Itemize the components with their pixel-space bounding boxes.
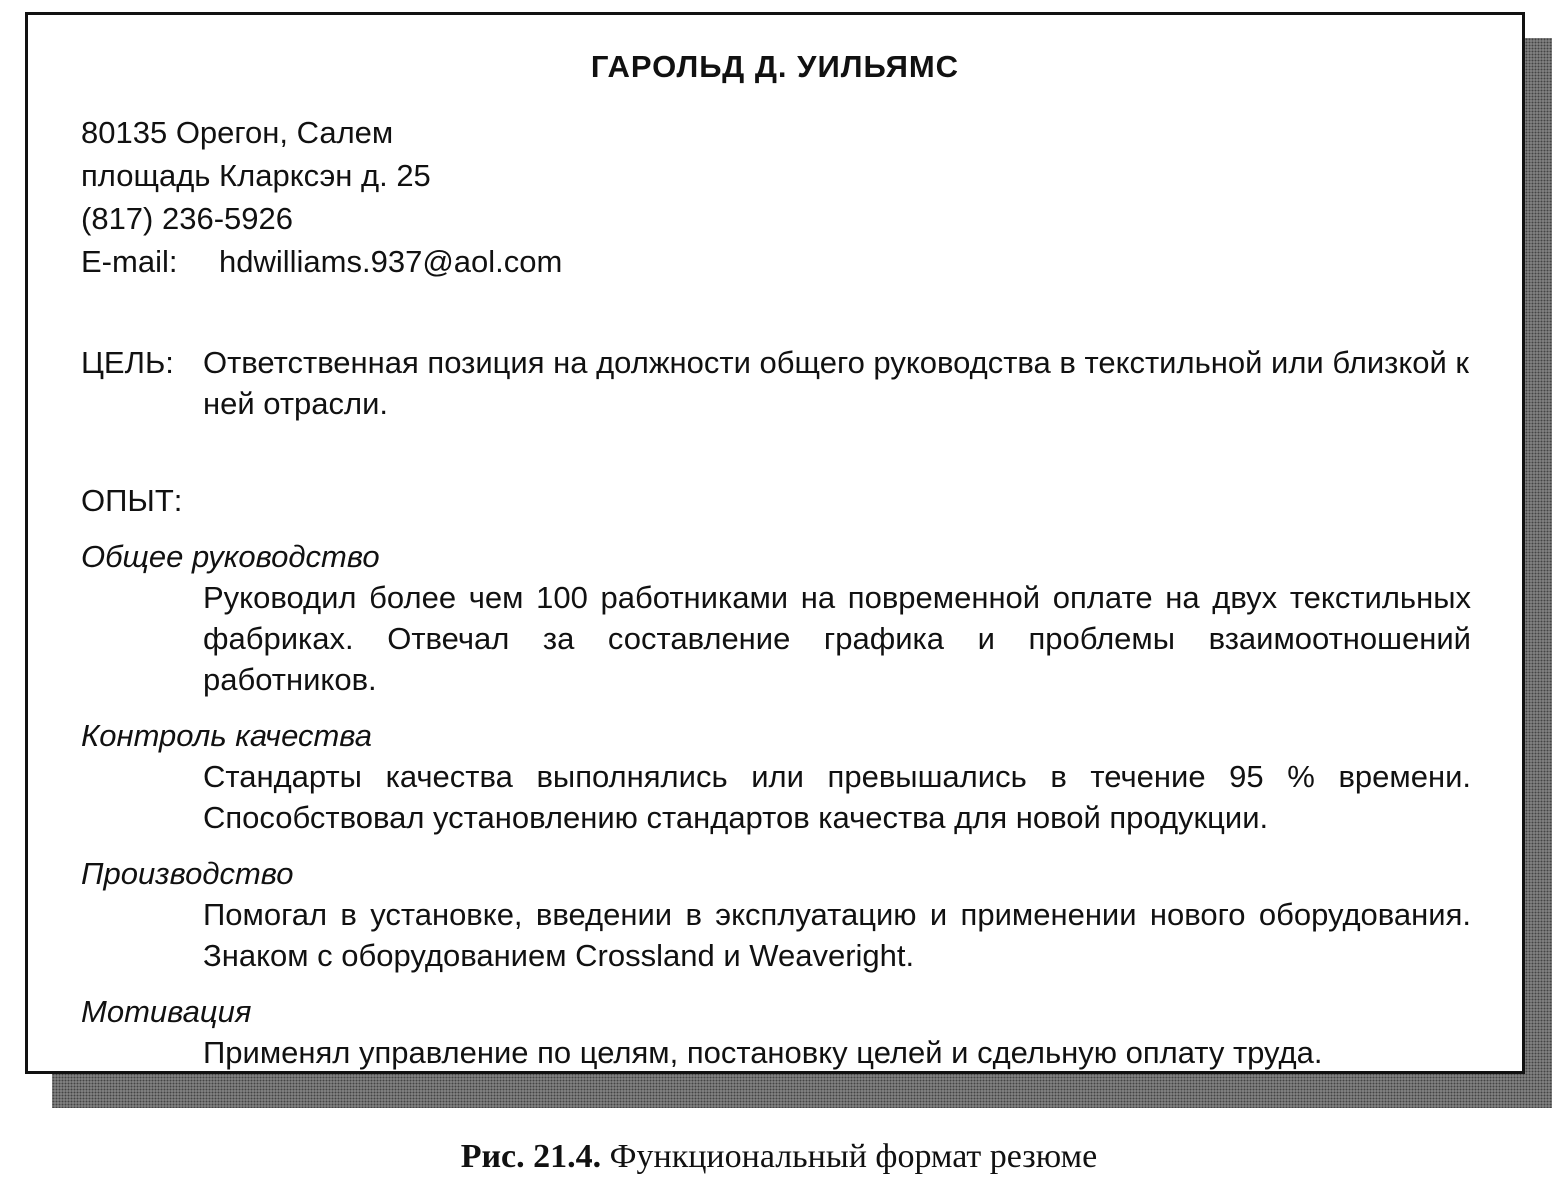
- section-text: Помогал в установке, введении в эксплуатацию и применении нового оборудования. Знаком с оборудованием Crossland и Weaveright.: [203, 897, 1471, 973]
- section-general-management: [81, 537, 1471, 700]
- email-value: hdwilliams.937@aol.com: [219, 244, 563, 279]
- caption-number: Рис. 21.4.: [460, 1138, 602, 1175]
- objective-label: ЦЕЛЬ:: [81, 345, 174, 380]
- contact-city: 80135 Орегон, Салем: [81, 115, 394, 150]
- objective-block: [81, 342, 1481, 424]
- contact-email-row: [81, 240, 562, 283]
- section-title: Общее руководство: [81, 539, 380, 574]
- section-quality-control: [81, 716, 1471, 838]
- email-label: E-mail:: [81, 244, 178, 279]
- experience-sections: [81, 537, 1471, 1089]
- contact-street: площадь Кларксэн д. 25: [81, 158, 431, 193]
- section-production: [81, 854, 1471, 976]
- section-text: Стандарты качества выполнялись или превышались в течение 95 % времени. Способствовал установлению стандартов качества для новой продукции.: [203, 759, 1471, 835]
- section-title: Контроль качества: [81, 718, 373, 753]
- resume-name: ГАРОЛЬД Д. УИЛЬЯМС: [590, 49, 960, 84]
- section-title: Производство: [81, 856, 294, 891]
- figure-caption: [0, 1138, 1558, 1176]
- contact-phone: (817) 236-5926: [81, 201, 293, 236]
- experience-heading: ОПЫТ:: [81, 483, 183, 518]
- section-title: Мотивация: [81, 994, 252, 1029]
- resume-box: [25, 12, 1525, 1074]
- contact-block: [81, 111, 562, 283]
- caption-text: Функциональный формат резюме: [609, 1138, 1098, 1175]
- section-motivation: [81, 992, 1471, 1073]
- section-text: Руководил более чем 100 работниками на повременной оплате на двух текстильных фабриках. Отвечал за составление графика и проблемы взаимоотношений работников.: [203, 580, 1471, 697]
- objective-text: Ответственная позиция на должности общего руководства в текстильной или близкой к ней отрасли.: [203, 345, 1469, 421]
- section-text: Применял управление по целям, постановку целей и сдельную оплату труда.: [203, 1035, 1323, 1070]
